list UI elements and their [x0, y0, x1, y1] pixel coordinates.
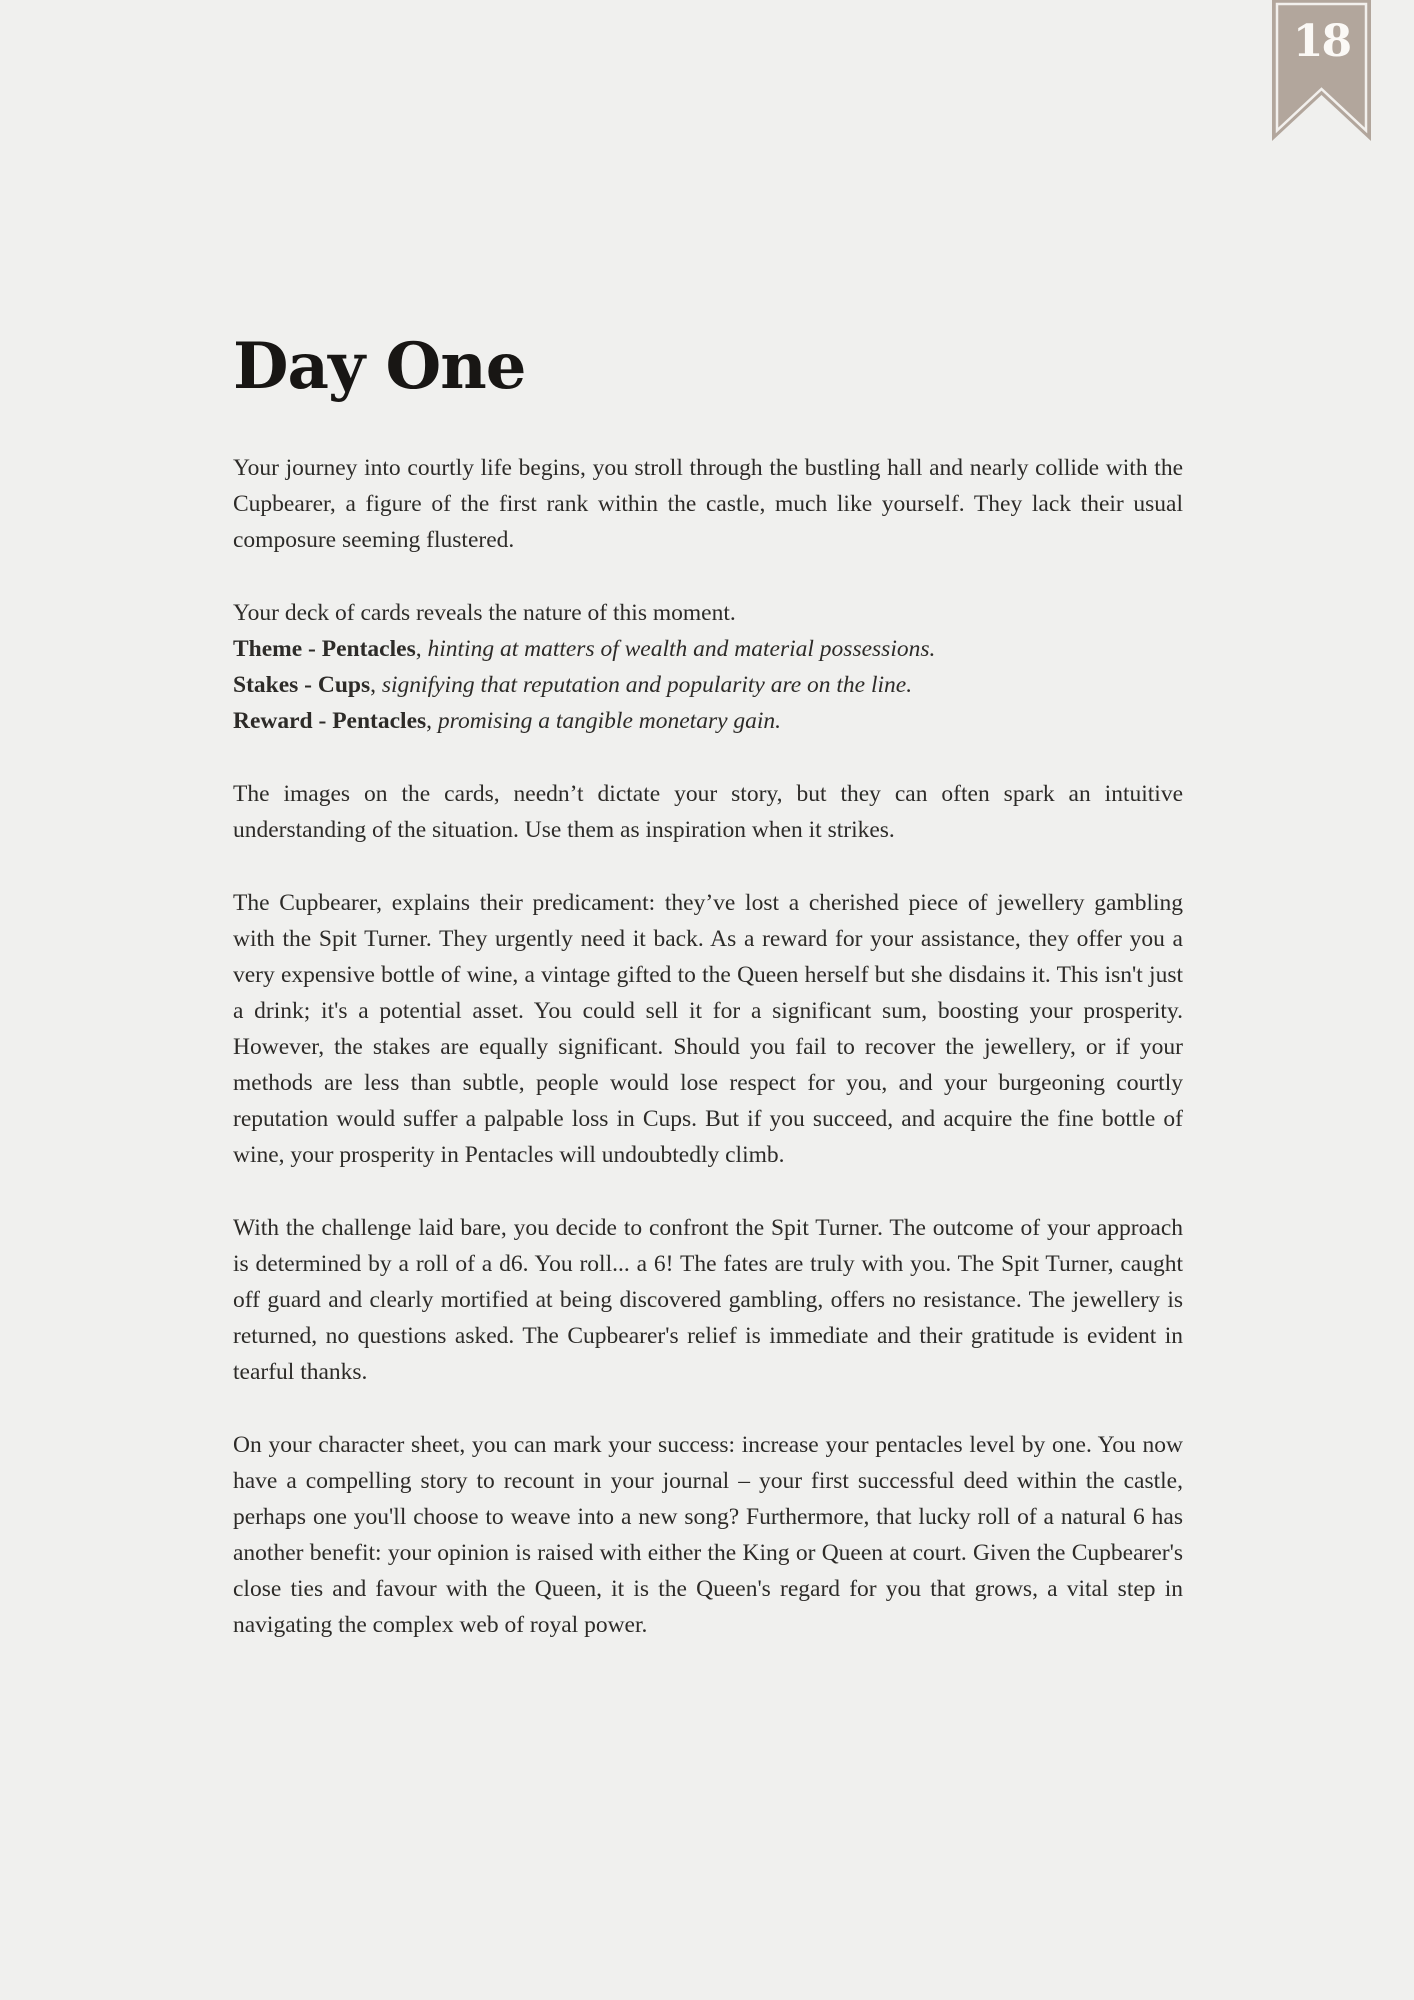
paragraph-confrontation: With the challenge laid bare, you decide to confront the Spit Turner. The outcome of your approach is determined by a roll of a d6. You roll... a 6! The fates are truly with you. The Spit Turner, caught off guard and clearly mortified at being discovered gambling, offers no resistance. The jewellery is returned, no questions asked. The Cupbearer's relief is immediate and their gratitude is evident in tearful thanks.: [233, 1214, 1183, 1385]
page-number: 18: [1292, 16, 1351, 67]
card-reading-stakes-line: [233, 667, 1183, 703]
paragraph-journey-intro: Your journey into courtly life begins, you stroll through the bustling hall and nearly collide with the Cupbearer, a figure of the first rank within the castle, much like yourself. They lack their usual composure seeming flustered.: [233, 454, 1183, 553]
card-reading-block: [233, 595, 1183, 739]
card-stakes-description: signifying that reputation and popularity are on the line.: [381, 671, 913, 698]
card-stakes-separator: ,: [370, 671, 382, 698]
card-theme-description: hinting at matters of wealth and material possessions.: [427, 635, 936, 662]
page-number-bookmark: [1272, 0, 1371, 143]
paragraph-character-sheet: On your character sheet, you can mark your success: increase your pentacles level by one. You now have a compelling story to recount in your journal – your first successful deed within the castle, perhaps one you'll choose to weave into a new song? Furthermore, that lucky roll of a natural 6 has another benefit: your opinion is raised with either the King or Queen at court. Given the Cupbearer's close ties and favour with the Queen, it is the Queen's regard for you that grows, a vital step in navigating the complex web of royal power.: [233, 1431, 1183, 1638]
paragraph-card-images: The images on the cards, needn’t dictate your story, but they can often spark an intuitive understanding of the situation. Use them as inspiration when it strikes.: [233, 780, 1183, 843]
card-reading-theme-line: [233, 631, 1183, 667]
card-reward-description: promising a tangible monetary gain.: [437, 707, 782, 734]
card-reading-reward-line: [233, 703, 1183, 739]
paragraph-cupbearer-predicament: The Cupbearer, explains their predicament: they’ve lost a cherished piece of jewellery gambling with the Spit Turner. They urgently need it back. As a reward for your assistance, they offer you a very expensive bottle of wine, a vintage gifted to the Queen herself but she disdains it. This isn't just a drink; it's a potential asset. You could sell it for a significant sum, boosting your prosperity. However, the stakes are equally significant. Should you fail to recover the jewellery, or if your methods are less than subtle, people would lose respect for you, and your burgeoning courtly reputation would suffer a palpable loss in Cups. But if you succeed, and acquire the fine bottle of wine, your prosperity in Pentacles will undoubtedly climb.: [233, 889, 1183, 1168]
card-theme-separator: ,: [415, 635, 428, 662]
page-title: Day One: [233, 329, 526, 404]
card-reward-label: Reward - Pentacles: [233, 707, 427, 734]
card-stakes-label: Stakes - Cups: [233, 671, 371, 698]
text-column: [233, 330, 1183, 1680]
card-reward-separator: ,: [426, 707, 438, 734]
card-reading-intro: Your deck of cards reveals the nature of this moment.: [233, 599, 736, 626]
card-theme-label: Theme - Pentacles: [233, 635, 416, 662]
